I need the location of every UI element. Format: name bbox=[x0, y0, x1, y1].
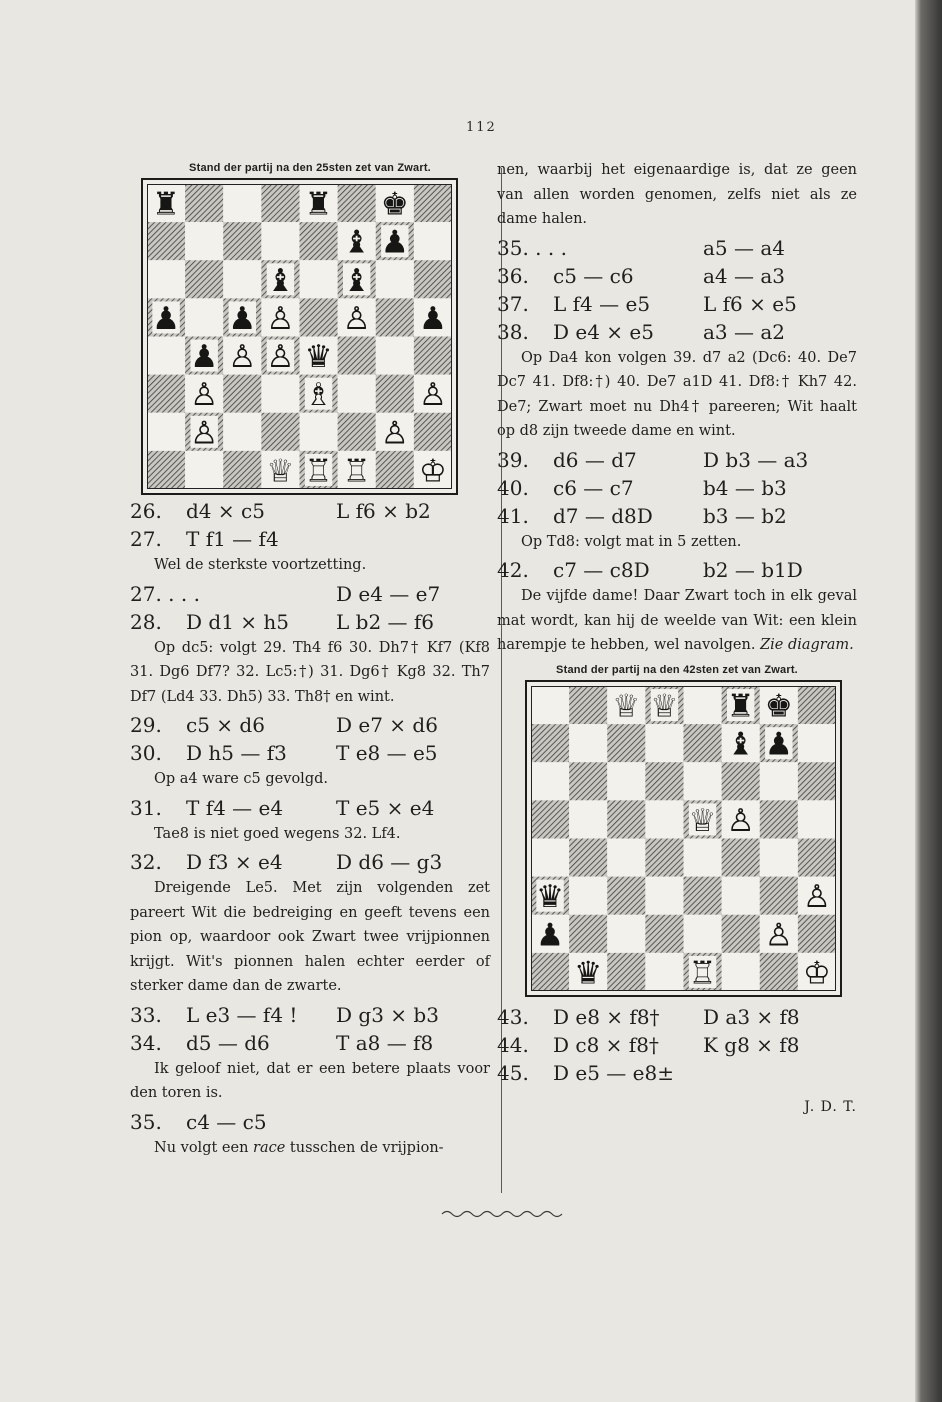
square-e6 bbox=[300, 260, 338, 298]
black-pawn-icon: ♟ bbox=[536, 916, 565, 953]
black-pawn-icon: ♟ bbox=[152, 300, 181, 337]
square-h5 bbox=[798, 800, 836, 838]
black-pawn-icon: ♟ bbox=[190, 339, 219, 375]
square-c1 bbox=[607, 952, 645, 990]
white-move bbox=[186, 580, 336, 608]
black-queen-icon: ♛ bbox=[536, 878, 565, 915]
white-move: c5 — c6 bbox=[553, 263, 634, 288]
chessboard-2 bbox=[531, 686, 836, 991]
square-b6 bbox=[569, 762, 607, 800]
square-b5 bbox=[569, 800, 607, 838]
move-row bbox=[497, 262, 857, 290]
square-b3 bbox=[569, 876, 607, 914]
move-row bbox=[497, 290, 857, 318]
annotation-paragraph: Ik geloof niet, dat er een betere plaats voor den toren is. bbox=[130, 1060, 490, 1101]
square-g6 bbox=[376, 260, 414, 298]
square-f4 bbox=[722, 838, 760, 876]
white-queen-icon: ♕ bbox=[650, 688, 679, 724]
annotation-paragraph: Op a4 ware c5 gevolgd. bbox=[154, 771, 328, 787]
white-move: D d1 × h5 bbox=[186, 609, 289, 634]
square-e2 bbox=[684, 914, 722, 952]
black-queen-icon: ♛ bbox=[304, 339, 333, 375]
square-c6 bbox=[607, 762, 645, 800]
square-b7 bbox=[569, 724, 607, 762]
square-d7 bbox=[261, 222, 299, 260]
square-f2 bbox=[722, 914, 760, 952]
square-a6 bbox=[531, 762, 569, 800]
white-rook-icon: ♖ bbox=[304, 453, 333, 489]
white-move: D e5 — e8± bbox=[553, 1060, 674, 1085]
square-b6 bbox=[185, 260, 223, 298]
right-column-text-bottom bbox=[497, 1003, 857, 1087]
square-h8 bbox=[414, 184, 452, 222]
square-g6 bbox=[760, 762, 798, 800]
square-a7 bbox=[147, 222, 185, 260]
black-move: a3 — a2 bbox=[703, 319, 786, 344]
square-e2 bbox=[300, 413, 338, 451]
square-e6 bbox=[684, 762, 722, 800]
move-number: 43. bbox=[497, 1004, 529, 1029]
move-number: 33. bbox=[130, 1002, 162, 1027]
square-b4 bbox=[569, 838, 607, 876]
chess-diagram-2 bbox=[525, 680, 842, 997]
square-d3 bbox=[261, 375, 299, 413]
move-row bbox=[497, 502, 857, 530]
black-rook-icon: ♜ bbox=[304, 186, 333, 223]
black-move bbox=[336, 1108, 490, 1136]
square-a4 bbox=[147, 337, 185, 375]
square-g3 bbox=[376, 375, 414, 413]
square-a3 bbox=[147, 375, 185, 413]
move-number: 44. bbox=[497, 1032, 529, 1057]
square-g4 bbox=[760, 838, 798, 876]
move-row bbox=[130, 739, 490, 767]
move-number: 38. bbox=[497, 319, 529, 344]
black-move: D a3 × f8 bbox=[703, 1004, 800, 1029]
black-move: T e5 × e4 bbox=[336, 795, 435, 820]
white-move: c7 — c8D bbox=[553, 558, 650, 582]
white-move: L f4 — e5 bbox=[553, 291, 651, 316]
square-g1 bbox=[760, 952, 798, 990]
black-move: L b2 — f6 bbox=[336, 609, 435, 634]
white-move: T f1 — f4 bbox=[186, 527, 279, 551]
square-b5 bbox=[185, 298, 223, 336]
square-g1 bbox=[376, 451, 414, 489]
black-move: a4 — a3 bbox=[703, 263, 786, 288]
move-number: 27. bbox=[130, 527, 162, 551]
move-row bbox=[130, 1029, 490, 1057]
move-row bbox=[497, 446, 857, 474]
white-pawn-icon: ♙ bbox=[764, 916, 793, 953]
white-king-icon: ♔ bbox=[418, 453, 447, 489]
move-row bbox=[130, 580, 490, 608]
square-h8 bbox=[798, 686, 836, 724]
black-pawn-icon: ♟ bbox=[418, 300, 447, 337]
move-row bbox=[130, 848, 490, 876]
move-number: 35. bbox=[130, 1109, 162, 1134]
black-rook-icon: ♜ bbox=[152, 186, 181, 223]
move-row bbox=[130, 525, 490, 553]
annotation-paragraph: Op dc5: volgt 29. Th4 f6 30. Dh7† Kf7 (Kf8 31. Dg6 Df7? 32. Lc5:†) 31. Dg6† Kg8 32. Th7 Df7 (Ld4 33. Dh5) 33. Th8† en wint. bbox=[130, 639, 490, 705]
square-b2 bbox=[569, 914, 607, 952]
annotation-paragraph: Wel de sterkste voortzetting. bbox=[154, 557, 367, 573]
square-a8 bbox=[531, 686, 569, 724]
square-f2 bbox=[338, 413, 376, 451]
square-d2 bbox=[645, 914, 683, 952]
white-move: L e3 — f4 ! bbox=[186, 1002, 298, 1027]
white-queen-icon: ♕ bbox=[688, 802, 717, 839]
white-queen-icon: ♕ bbox=[612, 688, 641, 724]
black-move: T a8 — f8 bbox=[336, 1030, 434, 1055]
square-d1 bbox=[645, 952, 683, 990]
square-h6 bbox=[414, 260, 452, 298]
black-move: L f6 × e5 bbox=[703, 291, 797, 316]
black-pawn-icon: ♟ bbox=[228, 300, 257, 337]
move-row bbox=[497, 318, 857, 346]
move-number: 36. bbox=[497, 263, 529, 288]
black-move: b3 — b2 bbox=[703, 503, 787, 528]
square-g4 bbox=[376, 337, 414, 375]
square-c6 bbox=[223, 260, 261, 298]
diagram-1-caption: Stand der partij na den 25sten zet van Zwart. bbox=[189, 162, 431, 174]
square-a5 bbox=[531, 800, 569, 838]
square-e7 bbox=[684, 724, 722, 762]
annotation-paragraph: Op Td8: volgt mat in 5 zetten. bbox=[521, 533, 742, 550]
move-number: 29. bbox=[130, 713, 162, 737]
end-ornament bbox=[440, 1208, 570, 1220]
move-number: 26. bbox=[130, 499, 162, 523]
square-g5 bbox=[760, 800, 798, 838]
white-pawn-icon: ♙ bbox=[228, 339, 257, 375]
white-pawn-icon: ♙ bbox=[342, 300, 371, 337]
black-move: a5 — a4 bbox=[703, 235, 786, 260]
move-row bbox=[130, 1001, 490, 1029]
move-row bbox=[130, 608, 490, 636]
square-f3 bbox=[722, 876, 760, 914]
move-row bbox=[497, 234, 857, 262]
white-move: c6 — c7 bbox=[553, 475, 634, 500]
black-pawn-icon: ♟ bbox=[380, 224, 409, 261]
square-h6 bbox=[798, 762, 836, 800]
square-c7 bbox=[223, 222, 261, 260]
square-g5 bbox=[376, 298, 414, 336]
black-move: b2 — b1D bbox=[703, 558, 803, 582]
square-d6 bbox=[645, 762, 683, 800]
square-c7 bbox=[607, 724, 645, 762]
square-f1 bbox=[722, 952, 760, 990]
square-h4 bbox=[798, 838, 836, 876]
move-row bbox=[497, 1059, 857, 1087]
move-row bbox=[130, 711, 490, 739]
black-pawn-icon: ♟ bbox=[764, 726, 793, 763]
square-a2 bbox=[147, 413, 185, 451]
white-rook-icon: ♖ bbox=[688, 954, 717, 991]
white-pawn-icon: ♙ bbox=[380, 415, 409, 452]
page-number: 112 bbox=[466, 120, 497, 135]
black-bishop-icon: ♝ bbox=[726, 726, 755, 763]
black-move: D e4 — e7 bbox=[336, 581, 441, 606]
left-column bbox=[130, 162, 490, 1162]
move-number: 34. bbox=[130, 1030, 162, 1055]
square-b8 bbox=[185, 184, 223, 222]
move-row bbox=[130, 794, 490, 822]
move-number: 28. bbox=[130, 609, 162, 634]
black-move: D e7 × d6 bbox=[336, 713, 438, 737]
move-row bbox=[497, 474, 857, 502]
square-b1 bbox=[185, 451, 223, 489]
move-number: 45. bbox=[497, 1060, 529, 1085]
right-column-text-top bbox=[497, 158, 857, 658]
square-e3 bbox=[684, 876, 722, 914]
square-b7 bbox=[185, 222, 223, 260]
square-f8 bbox=[338, 184, 376, 222]
black-move bbox=[336, 525, 490, 553]
black-bishop-icon: ♝ bbox=[266, 262, 295, 299]
black-bishop-icon: ♝ bbox=[342, 224, 371, 261]
move-row bbox=[497, 1031, 857, 1059]
white-queen-icon: ♕ bbox=[266, 453, 295, 489]
square-h7 bbox=[798, 724, 836, 762]
white-bishop-icon: ♗ bbox=[304, 377, 333, 414]
white-move: D h5 — f3 bbox=[186, 741, 287, 765]
square-a1 bbox=[531, 952, 569, 990]
square-c2 bbox=[607, 914, 645, 952]
square-c2 bbox=[223, 413, 261, 451]
square-a6 bbox=[147, 260, 185, 298]
annotation-paragraph: De vijfde dame! Daar Zwart toch in elk geval mat wordt, kan hij de weelde van Wit: een klein harempje te hebben, wel navolgen. Zie diagram. bbox=[497, 588, 857, 653]
square-a4 bbox=[531, 838, 569, 876]
annotation-paragraph: Dreigende Le5. Met zijn volgenden zet pareert Wit die bedreiging en geeft tevens een pion op, waardoor ook Zwart twee vrijpionnen krijgt. Wit's pionnen halen echter eerder of sterker dame dan de zwarte. bbox=[130, 880, 490, 994]
move-number: 27. . . . bbox=[130, 581, 200, 606]
move-number: 42. bbox=[497, 558, 529, 582]
white-move: d5 — d6 bbox=[186, 1030, 270, 1055]
square-c1 bbox=[223, 451, 261, 489]
square-d7 bbox=[645, 724, 683, 762]
white-move: D c8 × f8† bbox=[553, 1032, 659, 1057]
square-b8 bbox=[569, 686, 607, 724]
move-row bbox=[130, 1108, 490, 1136]
black-move: D b3 — a3 bbox=[703, 447, 809, 472]
square-a1 bbox=[147, 451, 185, 489]
black-move: T e8 — e5 bbox=[336, 741, 438, 765]
white-move: D e4 × e5 bbox=[553, 319, 654, 344]
white-pawn-icon: ♙ bbox=[418, 377, 447, 414]
square-c4 bbox=[607, 838, 645, 876]
move-number: 31. bbox=[130, 795, 162, 820]
move-number: 39. bbox=[497, 447, 529, 472]
square-d8 bbox=[261, 184, 299, 222]
white-move: d6 — d7 bbox=[553, 447, 637, 472]
square-f6 bbox=[722, 762, 760, 800]
move-row bbox=[497, 1003, 857, 1031]
square-c5 bbox=[607, 800, 645, 838]
white-pawn-icon: ♙ bbox=[190, 377, 219, 414]
move-number: 40. bbox=[497, 475, 529, 500]
square-e8 bbox=[684, 686, 722, 724]
square-g3 bbox=[760, 876, 798, 914]
white-move: T f4 — e4 bbox=[186, 795, 284, 820]
chessboard-1 bbox=[147, 184, 452, 489]
square-d3 bbox=[645, 876, 683, 914]
move-number: 35. . . . bbox=[497, 235, 567, 260]
white-pawn-icon: ♙ bbox=[802, 878, 831, 915]
black-bishop-icon: ♝ bbox=[342, 262, 371, 299]
square-e7 bbox=[300, 222, 338, 260]
diagram-2-caption: Stand der partij na den 42sten zet van Zwart. bbox=[556, 663, 798, 676]
right-column bbox=[497, 158, 857, 1115]
annotation-paragraph: nen, waarbij het eigenaardige is, dat ze geen van allen worden genomen, zelfs niet als ze dame halen. bbox=[497, 162, 857, 227]
white-move bbox=[553, 234, 703, 262]
white-move: D f3 × e4 bbox=[186, 850, 283, 874]
chess-diagram-1 bbox=[141, 178, 458, 495]
square-e4 bbox=[684, 838, 722, 876]
white-pawn-icon: ♙ bbox=[726, 802, 755, 839]
page-edge bbox=[915, 0, 942, 1402]
black-move: D g3 × b3 bbox=[336, 1002, 439, 1027]
square-h4 bbox=[414, 337, 452, 375]
white-pawn-icon: ♙ bbox=[190, 415, 219, 452]
white-pawn-icon: ♙ bbox=[266, 300, 295, 337]
white-pawn-icon: ♙ bbox=[266, 339, 295, 375]
white-rook-icon: ♖ bbox=[342, 453, 371, 489]
left-column-text bbox=[130, 497, 490, 1160]
square-d2 bbox=[261, 413, 299, 451]
square-h2 bbox=[414, 413, 452, 451]
square-d4 bbox=[645, 838, 683, 876]
square-c3 bbox=[223, 375, 261, 413]
move-row bbox=[130, 497, 490, 525]
black-king-icon: ♚ bbox=[380, 186, 409, 223]
white-move: D e8 × f8† bbox=[553, 1004, 660, 1029]
square-c8 bbox=[223, 184, 261, 222]
annotation-paragraph: Tae8 is niet goed wegens 32. Lf4. bbox=[154, 825, 401, 842]
square-a7 bbox=[531, 724, 569, 762]
black-king-icon: ♚ bbox=[764, 688, 793, 724]
white-move: d7 — d8D bbox=[553, 503, 653, 528]
white-move: c4 — c5 bbox=[186, 1109, 267, 1134]
black-queen-icon: ♛ bbox=[574, 954, 603, 991]
move-number: 37. bbox=[497, 291, 529, 316]
square-f3 bbox=[338, 375, 376, 413]
square-e5 bbox=[300, 298, 338, 336]
move-row bbox=[497, 556, 857, 584]
move-number: 32. bbox=[130, 850, 162, 874]
move-number: 30. bbox=[130, 741, 162, 765]
white-move: c5 × d6 bbox=[186, 713, 265, 737]
black-move bbox=[703, 1059, 857, 1087]
black-move: L f6 × b2 bbox=[336, 499, 431, 523]
black-rook-icon: ♜ bbox=[726, 688, 755, 724]
white-move: d4 × c5 bbox=[186, 499, 265, 523]
author-signature: J. D. T. bbox=[804, 1098, 857, 1115]
square-c3 bbox=[607, 876, 645, 914]
square-d5 bbox=[645, 800, 683, 838]
black-move: b4 — b3 bbox=[703, 475, 787, 500]
move-number: 41. bbox=[497, 503, 529, 528]
square-h7 bbox=[414, 222, 452, 260]
black-move: K g8 × f8 bbox=[703, 1032, 800, 1057]
white-king-icon: ♔ bbox=[802, 954, 831, 991]
annotation-paragraph: Op Da4 kon volgen 39. d7 a2 (Dc6: 40. De7 Dc7 41. Df8:†) 40. De7 a1D 41. Df8:† Kh7 42. De7; Zwart moet nu Dh4† pareeren; Wit haalt op d8 zijn tweede dame en wint. bbox=[497, 349, 857, 439]
black-move: D d6 — g3 bbox=[336, 850, 443, 874]
square-h2 bbox=[798, 914, 836, 952]
annotation-paragraph: Nu volgt een race tusschen de vrijpion- bbox=[154, 1139, 444, 1156]
square-f4 bbox=[338, 337, 376, 375]
